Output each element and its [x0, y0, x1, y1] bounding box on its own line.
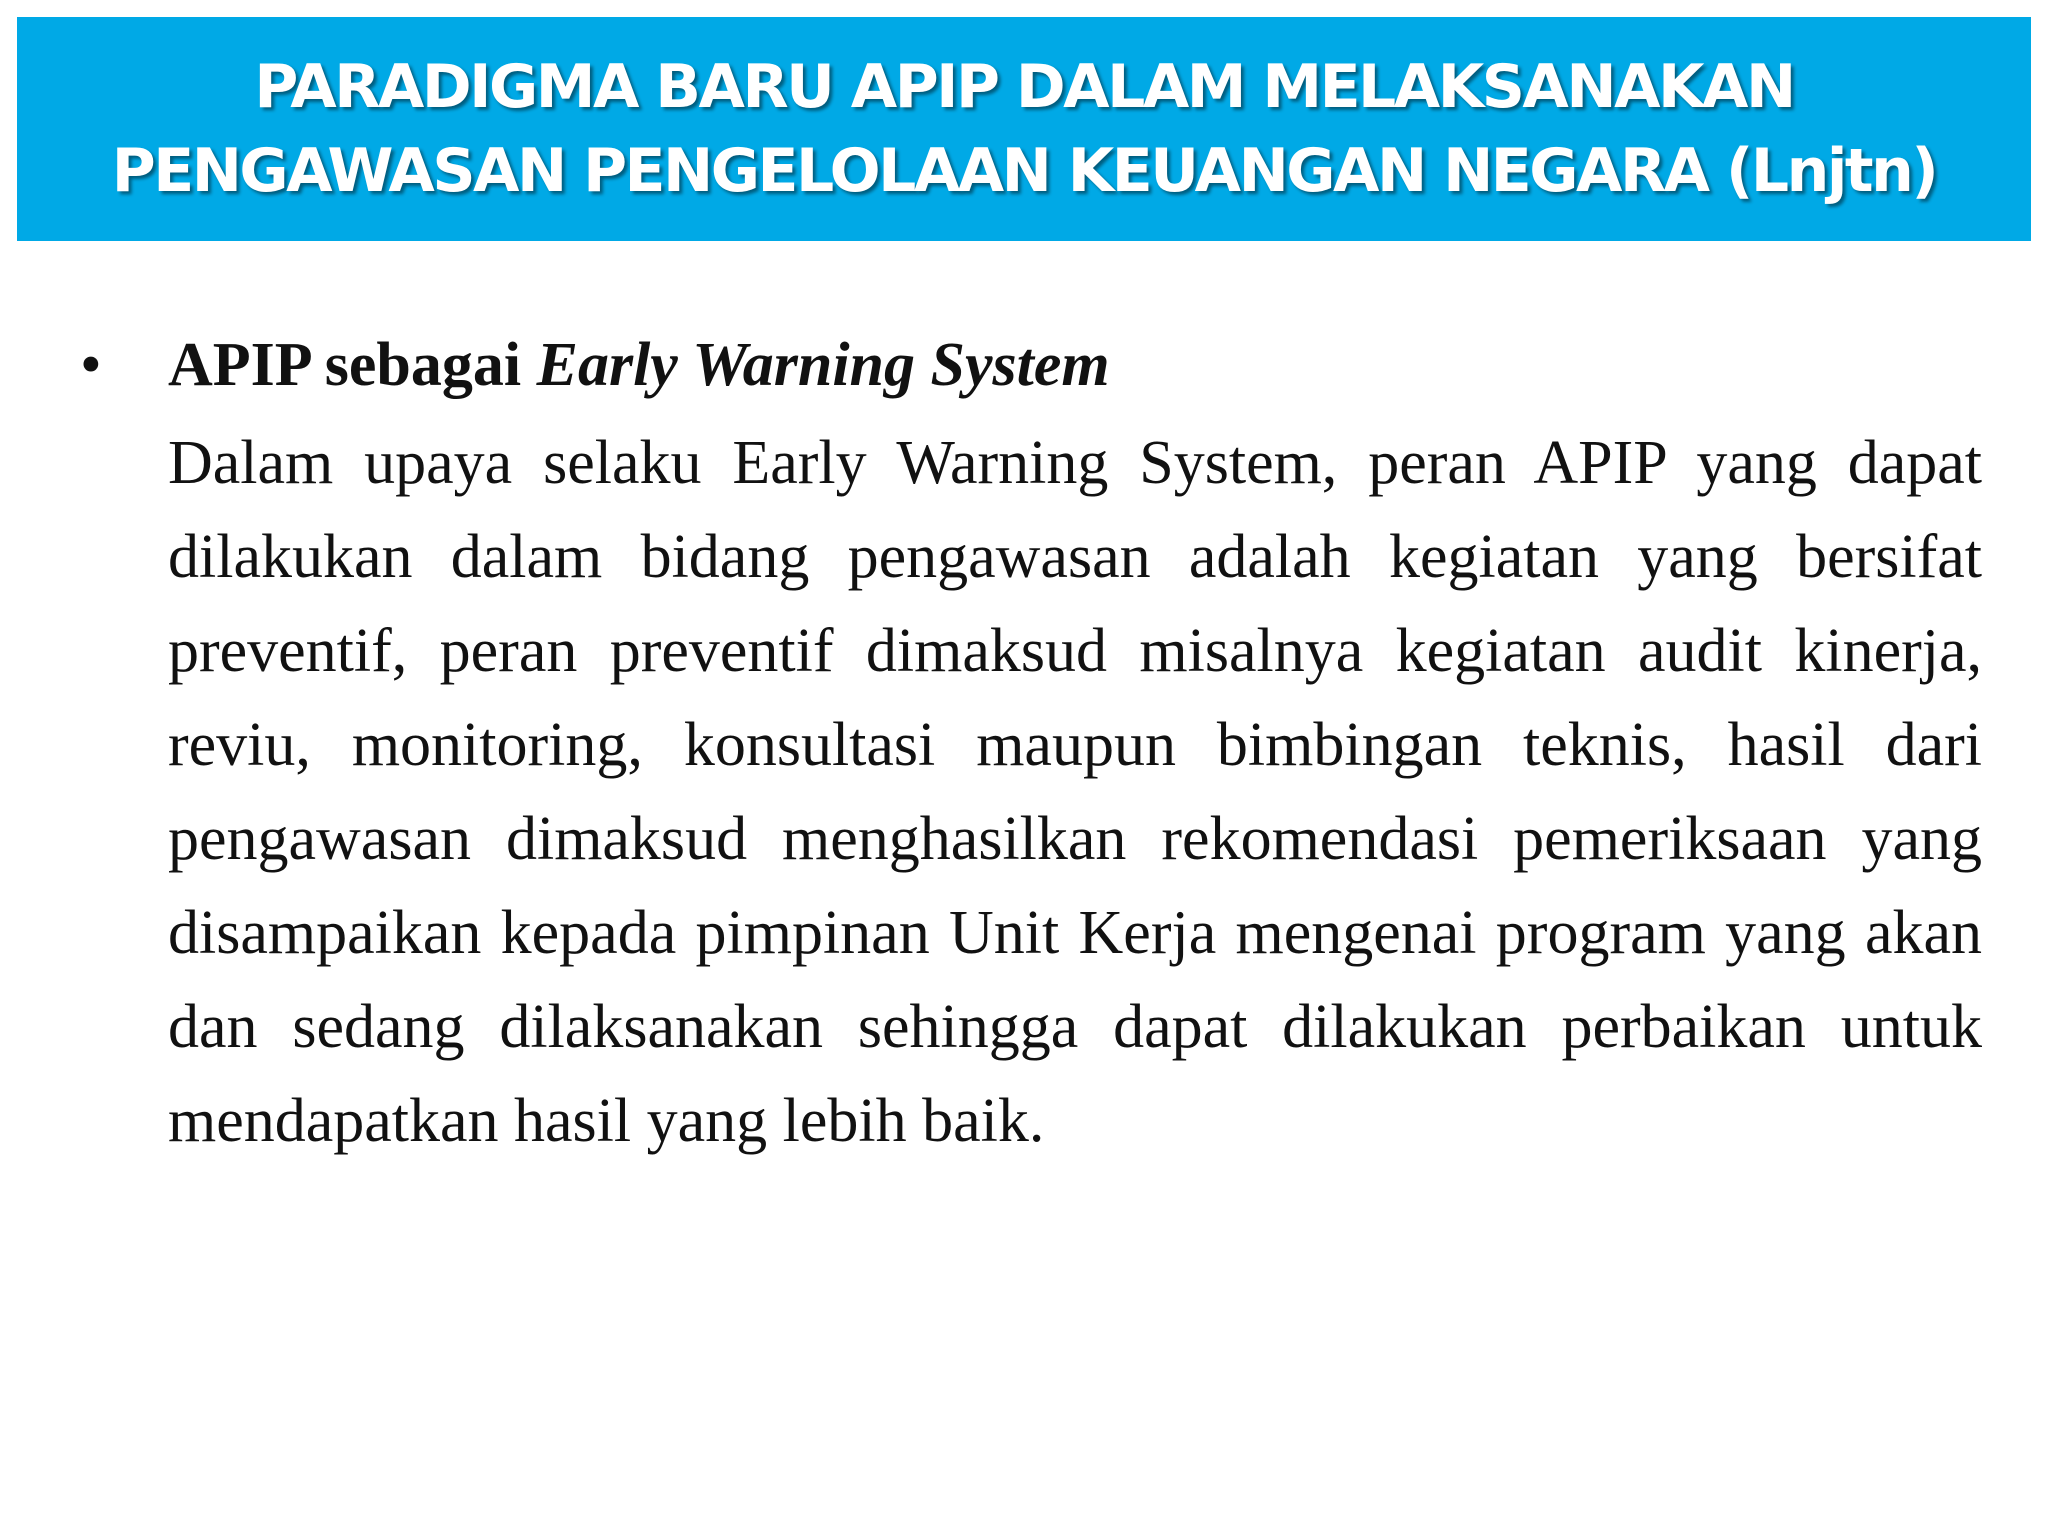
slide-title-line-1: PARADIGMA BARU APIP DALAM MELAKSANAKAN	[254, 52, 1794, 122]
slide-title-line-2: PENGAWASAN PENGELOLAAN KEUANGAN NEGARA (Lnjtn)	[111, 136, 1937, 206]
bullet-item	[80, 320, 1980, 410]
bullet-heading	[168, 320, 1110, 410]
bullet-heading-plain: APIP sebagai	[168, 331, 537, 399]
body-paragraph: Dalam upaya selaku Early Warning System, peran APIP yang dapat dilakukan dalam bidang pengawasan adalah kegiatan yang bersifat preventif, peran preventif dimaksud misalnya kegiatan audit kinerja, reviu, monitoring, konsultasi maupun bimbingan teknis, hasil dari pengawasan dimaksud menghasilkan rekomendasi pemeriksaan yang disampaikan kepada pimpinan Unit Kerja mengenai program yang akan dan sedang dilaksanakan sehingga dapat dilakukan perbaikan untuk mendapatkan hasil yang lebih baik.	[168, 429, 1982, 1155]
slide-content	[80, 320, 1980, 1168]
bullet-marker: •	[80, 331, 102, 399]
slide-title-banner	[17, 17, 2031, 241]
bullet-heading-italic: Early Warning System	[536, 331, 1110, 399]
